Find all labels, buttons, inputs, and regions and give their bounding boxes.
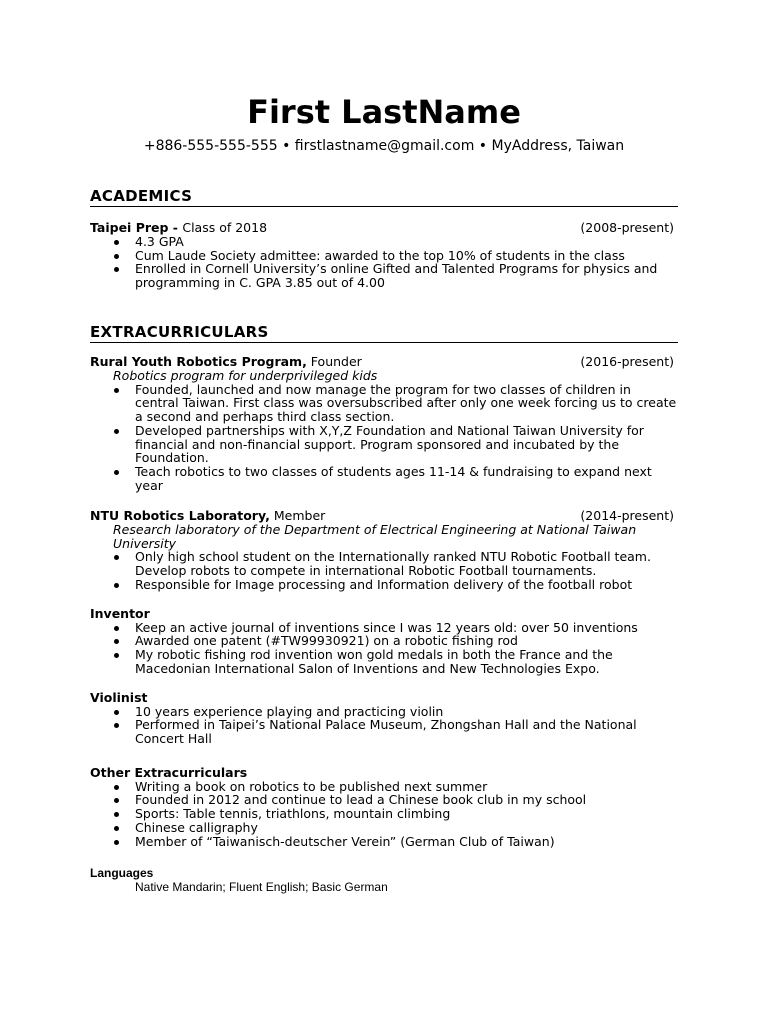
list-item: My robotic fishing rod invention won gold medals in both the France and the Macedonian International Salon of Inventions and New Technologies Expo. bbox=[90, 648, 678, 675]
list-item: Founded in 2012 and continue to lead a Chinese book club in my school bbox=[90, 793, 678, 807]
bullet-icon bbox=[114, 798, 119, 803]
robotics-program-bullets bbox=[90, 383, 678, 493]
list-item: Writing a book on robotics to be published next summer bbox=[90, 780, 678, 794]
ntu-lab-subtitle: Research laboratory of the Department of Electrical Engineering at National Taiwan University bbox=[113, 522, 637, 551]
contact-line: +886-555-555-555 • firstlastname@gmail.com • MyAddress, Taiwan bbox=[143, 138, 625, 154]
list-item: Keep an active journal of inventions since I was 12 years old: over 50 inventions bbox=[90, 621, 678, 635]
inventor-block bbox=[90, 607, 678, 676]
robotics-program-row bbox=[90, 355, 678, 369]
list-item: Member of “Taiwanisch-deutscher Verein” (German Club of Taiwan) bbox=[90, 835, 678, 849]
list-item: Cum Laude Society admittee: awarded to the top 10% of students in the class bbox=[90, 249, 678, 263]
school-detail: Class of 2018 bbox=[182, 220, 268, 235]
academics-bullets bbox=[90, 235, 678, 290]
bullet-icon bbox=[114, 639, 119, 644]
bullet-icon bbox=[114, 388, 119, 393]
list-item: Chinese calligraphy bbox=[90, 821, 678, 835]
ntu-lab-dates: (2014-present) bbox=[580, 508, 674, 523]
list-item: Founded, launched and now manage the program for two classes of children in central Taiwan. First class was oversubscribed after only one week forcing us to create a second and perhaps third class section. bbox=[90, 383, 678, 424]
ntu-lab-block bbox=[90, 509, 678, 592]
bullet-icon bbox=[114, 470, 119, 475]
list-item: Awarded one patent (#TW99930921) on a robotic fishing rod bbox=[90, 634, 678, 648]
list-item: Teach robotics to two classes of students ages 11-14 & fundraising to expand next year bbox=[90, 465, 678, 492]
ntu-lab-row bbox=[90, 509, 678, 523]
bullet-icon bbox=[114, 723, 119, 728]
other-extracurriculars-heading: Other Extracurriculars bbox=[90, 765, 248, 780]
resume-name: First LastName bbox=[247, 93, 521, 131]
violinist-bullets bbox=[90, 705, 678, 746]
bullet-icon bbox=[114, 840, 119, 845]
list-item: 10 years experience playing and practicing violin bbox=[90, 705, 678, 719]
bullet-icon bbox=[114, 653, 119, 658]
section-title-academics: ACADEMICS bbox=[90, 187, 678, 207]
robotics-program-subtitle: Robotics program for underprivileged kids bbox=[113, 368, 378, 383]
violinist-heading: Violinist bbox=[90, 690, 148, 705]
bullet-icon bbox=[114, 626, 119, 631]
list-item: Developed partnerships with X,Y,Z Foundation and National Taiwan University for financial and non-financial support. Program sponsored and incubated by the Foundation. bbox=[90, 424, 678, 465]
ntu-lab-role: Member bbox=[269, 508, 326, 523]
bullet-icon bbox=[114, 826, 119, 831]
school-dates: (2008-present) bbox=[580, 220, 674, 235]
ntu-lab-bullets bbox=[90, 550, 678, 591]
robotics-program-role: Founder bbox=[306, 354, 362, 369]
inventor-bullets bbox=[90, 621, 678, 676]
bullet-icon bbox=[114, 583, 119, 588]
list-item: Responsible for Image processing and Information delivery of the football robot bbox=[90, 578, 678, 592]
robotics-program-name: Rural Youth Robotics Program, bbox=[90, 354, 307, 369]
bullet-icon bbox=[114, 429, 119, 434]
languages-text: Native Mandarin; Fluent English; Basic German bbox=[135, 880, 388, 894]
bullet-icon bbox=[114, 267, 119, 272]
ntu-lab-name: NTU Robotics Laboratory, bbox=[90, 508, 270, 523]
other-extracurriculars-bullets bbox=[90, 780, 678, 849]
school-row bbox=[90, 221, 678, 235]
list-item: Sports: Table tennis, triathlons, mountain climbing bbox=[90, 807, 678, 821]
violinist-block bbox=[90, 691, 678, 746]
robotics-program-block bbox=[90, 355, 678, 492]
bullet-icon bbox=[114, 710, 119, 715]
academics-block bbox=[90, 221, 678, 290]
bullet-icon bbox=[114, 555, 119, 560]
list-item: Performed in Taipei’s National Palace Museum, Zhongshan Hall and the National Concert Hall bbox=[90, 718, 678, 745]
bullet-icon bbox=[114, 785, 119, 790]
other-extracurriculars-block bbox=[90, 766, 678, 848]
list-item: 4.3 GPA bbox=[90, 235, 678, 249]
bullet-icon bbox=[114, 254, 119, 259]
inventor-heading: Inventor bbox=[90, 606, 150, 621]
languages-heading: Languages bbox=[90, 866, 154, 880]
section-title-extracurriculars: EXTRACURRICULARS bbox=[90, 323, 678, 343]
list-item: Enrolled in Cornell University’s online Gifted and Talented Programs for physics and programming in C. GPA 3.85 out of 4.00 bbox=[90, 262, 678, 289]
list-item: Only high school student on the Internationally ranked NTU Robotic Football team. Develop robots to compete in international Robotic Football tournaments. bbox=[90, 550, 678, 577]
school-name: Taipei Prep - bbox=[90, 220, 183, 235]
bullet-icon bbox=[114, 240, 119, 245]
bullet-icon bbox=[114, 812, 119, 817]
robotics-program-dates: (2016-present) bbox=[580, 354, 674, 369]
